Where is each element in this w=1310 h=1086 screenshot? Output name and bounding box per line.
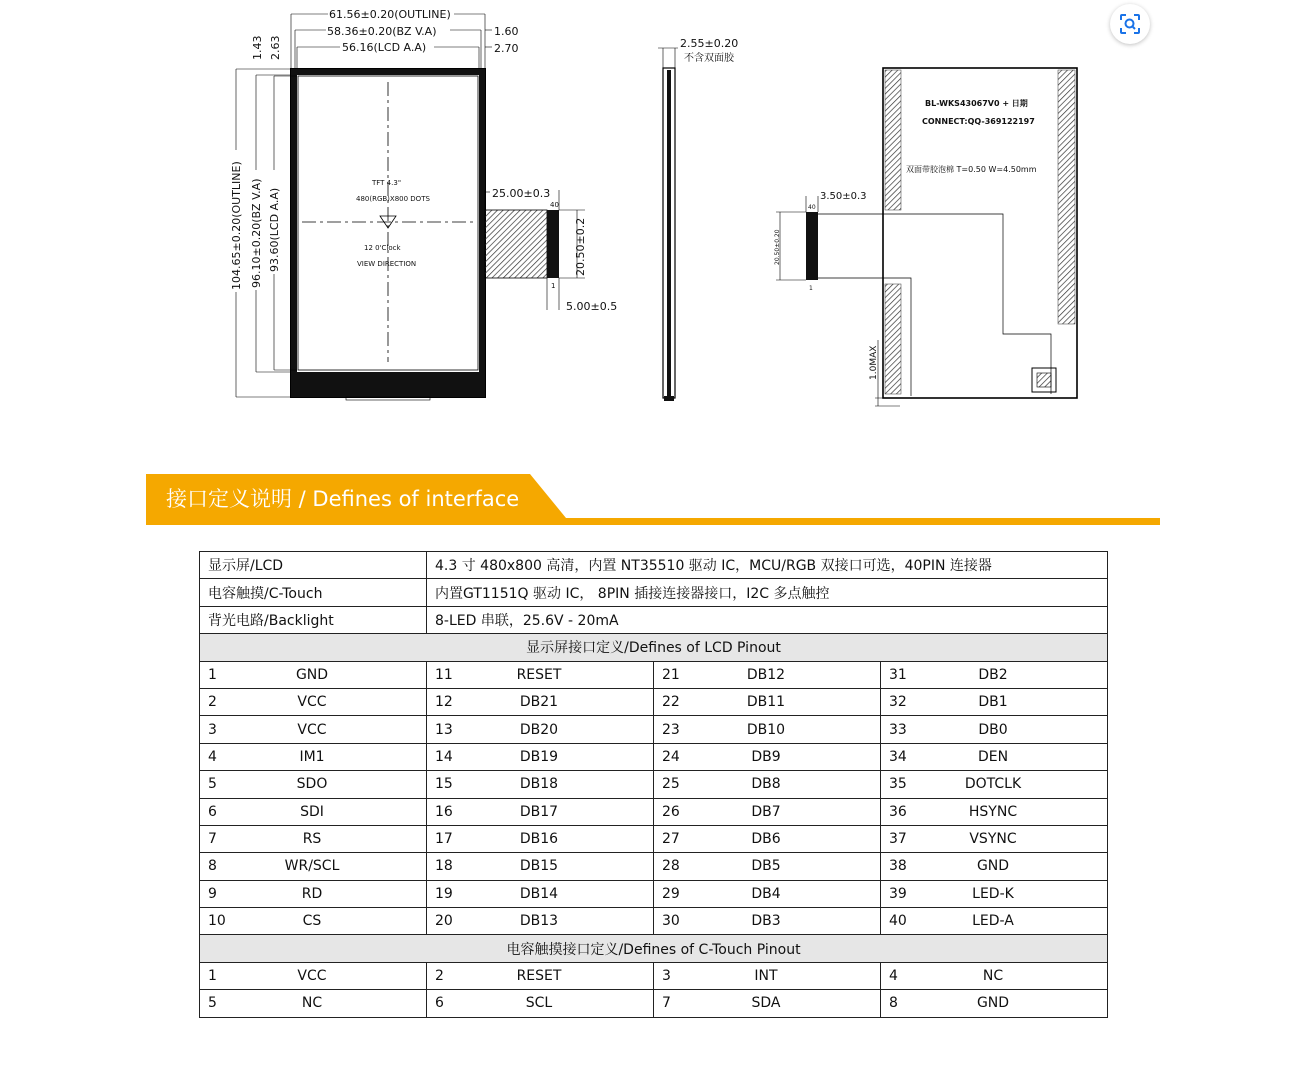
pin-number: 27 <box>662 831 680 848</box>
pin-signal: DB18 <box>519 776 559 793</box>
pin-signal: DB7 <box>751 803 781 820</box>
pin-number: 23 <box>662 721 680 738</box>
front-dim-r1: 1.60 <box>494 25 519 38</box>
pin-number: 33 <box>889 721 907 738</box>
back-label-1: BL-WKS43067V0 + 日期 <box>925 99 1028 108</box>
pin-cell <box>881 853 1108 880</box>
pin-signal: DOTCLK <box>964 776 1022 793</box>
pin-signal: DB15 <box>519 858 559 875</box>
lcd-section-header <box>200 634 1108 661</box>
pin-number: 19 <box>435 885 453 902</box>
pin-row <box>200 771 1108 798</box>
pin-number: 35 <box>889 776 907 793</box>
pin-signal: SCL <box>525 995 553 1012</box>
pin-cell <box>654 716 881 743</box>
pin-signal: HSYNC <box>968 803 1018 820</box>
pin-cell <box>200 908 427 935</box>
pin-cell <box>881 771 1108 798</box>
center-label-3: 12 0'Clock <box>364 244 401 252</box>
pin-row <box>200 853 1108 880</box>
pin-signal: DB5 <box>751 858 781 875</box>
pin-row <box>200 798 1108 825</box>
back-label-2: CONNECT:QQ-369122197 <box>922 117 1035 126</box>
touch-pinout <box>200 962 1108 1017</box>
pin-number: 6 <box>208 803 217 820</box>
pin-signal: WR/SCL <box>284 858 340 875</box>
pin-cell <box>200 688 427 715</box>
pin-cell <box>427 908 654 935</box>
pin-number: 2 <box>435 968 444 985</box>
lcd-section-title: 显示屏接口定义/Defines of LCD Pinout <box>200 634 1108 661</box>
pin-cell <box>654 661 881 688</box>
pin-cell <box>427 990 654 1017</box>
pin-number: 12 <box>435 694 453 711</box>
pin-cell <box>881 962 1108 989</box>
pin-number: 10 <box>208 913 226 930</box>
pin-signal: GND <box>976 995 1010 1012</box>
pin-signal: LED-A <box>972 913 1014 930</box>
pin-number: 32 <box>889 694 907 711</box>
pin-signal: SDI <box>300 803 324 820</box>
pin-row <box>200 716 1108 743</box>
pin-number: 7 <box>208 831 217 848</box>
pin-number: 13 <box>435 721 453 738</box>
pin-signal: SDA <box>751 995 781 1012</box>
back-tape-label: 双面带胶泡棉 T=0.50 W=4.50mm <box>906 165 1037 174</box>
pin-number: 28 <box>662 858 680 875</box>
pin-cell <box>427 798 654 825</box>
pin-cell <box>881 716 1108 743</box>
pin-signal: DB8 <box>751 776 781 793</box>
spec-row-backlight <box>200 606 1108 633</box>
pin-number: 1 <box>208 666 217 683</box>
pin-number: 37 <box>889 831 907 848</box>
pin-cell <box>654 743 881 770</box>
pin-cell <box>654 853 881 880</box>
pin-signal: VCC <box>297 694 327 711</box>
pin-number: 5 <box>208 776 217 793</box>
pin-signal: DB13 <box>519 913 559 930</box>
pin-signal: DB20 <box>519 721 559 738</box>
pin-number: 18 <box>435 858 453 875</box>
mechanical-drawing <box>0 0 1310 440</box>
pin-number: 36 <box>889 803 907 820</box>
pin-number: 16 <box>435 803 453 820</box>
front-dim-bz-w: 58.36±0.20(BZ V.A) <box>327 25 437 38</box>
center-label-4: VIEW DIRECTION <box>357 260 417 268</box>
pin-number: 21 <box>662 666 680 683</box>
pin-signal: DB12 <box>746 666 786 683</box>
pin-cell <box>881 908 1108 935</box>
pin-cell <box>654 908 881 935</box>
pin-cell <box>654 962 881 989</box>
pin-cell <box>427 716 654 743</box>
front-dim-t2: 2.63 <box>269 35 282 60</box>
pin-cell <box>427 743 654 770</box>
pin-cell <box>654 798 881 825</box>
pin-signal: RESET <box>516 666 562 683</box>
pin-signal: VCC <box>297 721 327 738</box>
pin-number: 17 <box>435 831 453 848</box>
fpc-tail-dim: 5.00±0.5 <box>566 300 618 313</box>
side-note: 不含双面胶 <box>684 53 734 64</box>
pin-cell <box>881 880 1108 907</box>
pin-row <box>200 990 1108 1017</box>
pin-number: 2 <box>208 694 217 711</box>
pin-number: 30 <box>662 913 680 930</box>
pin-signal: DB21 <box>519 694 559 711</box>
pin-number: 8 <box>889 995 898 1012</box>
pin-number: 20 <box>435 913 453 930</box>
pin-cell <box>881 798 1108 825</box>
spec-row-lcd <box>200 552 1108 579</box>
pin-cell <box>654 880 881 907</box>
pin-row <box>200 661 1108 688</box>
pin-row <box>200 825 1108 852</box>
pin-signal: DB6 <box>751 831 781 848</box>
back-fpc-width: 20.50±0.20 <box>774 229 781 265</box>
pin-number: 38 <box>889 858 907 875</box>
pin-signal: DB17 <box>519 803 559 820</box>
pin-cell <box>427 825 654 852</box>
fpc-pin-a: 40 <box>550 201 559 209</box>
back-fpc-pin-b: 1 <box>809 285 813 292</box>
pin-cell <box>427 880 654 907</box>
pin-signal: DB14 <box>519 885 559 902</box>
pin-number: 1 <box>208 968 217 985</box>
pin-cell <box>200 853 427 880</box>
pin-signal: DB16 <box>519 831 559 848</box>
pin-row <box>200 880 1108 907</box>
pin-number: 7 <box>662 995 671 1012</box>
spec-label: 显示屏/LCD <box>200 552 427 579</box>
pin-signal: INT <box>754 968 778 985</box>
visual-search-icon <box>1119 13 1141 35</box>
pin-signal: GND <box>295 666 329 683</box>
pin-cell <box>427 688 654 715</box>
pin-number: 3 <box>208 721 217 738</box>
pin-cell <box>427 661 654 688</box>
pin-signal: NC <box>982 968 1004 985</box>
pin-number: 39 <box>889 885 907 902</box>
lcd-pinout <box>200 661 1108 935</box>
lens-search-button[interactable] <box>1110 4 1150 44</box>
pin-cell <box>200 661 427 688</box>
pin-number: 31 <box>889 666 907 683</box>
pin-signal: DB19 <box>519 748 559 765</box>
pin-row <box>200 962 1108 989</box>
pin-signal: GND <box>976 858 1010 875</box>
fpc-width-dim: 20.50±0.2 <box>574 217 587 276</box>
banner-title: 接口定义说明 / Defines of interface <box>166 487 520 511</box>
pin-signal: VSYNC <box>969 831 1017 848</box>
pin-signal: IM1 <box>299 748 325 765</box>
pin-cell <box>654 990 881 1017</box>
front-dim-aa-h: 93.60(LCD A.A) <box>268 187 281 272</box>
pin-cell <box>881 743 1108 770</box>
pin-cell <box>200 962 427 989</box>
pin-cell <box>881 661 1108 688</box>
pin-cell <box>200 771 427 798</box>
spec-value: 8-LED 串联，25.6V - 20mA <box>427 606 1108 633</box>
pin-number: 22 <box>662 694 680 711</box>
pin-cell <box>654 825 881 852</box>
pin-cell <box>427 771 654 798</box>
pin-signal: SDO <box>296 776 328 793</box>
pin-row <box>200 688 1108 715</box>
touch-section-title: 电容触摸接口定义/Defines of C-Touch Pinout <box>200 935 1108 962</box>
back-max: 1.0MAX <box>869 345 879 380</box>
pin-number: 11 <box>435 666 453 683</box>
back-fpc-length: 3.50±0.3 <box>820 191 867 202</box>
pin-cell <box>200 716 427 743</box>
pin-signal: DB4 <box>751 885 781 902</box>
center-label-2: 480(RGB)X800 DOTS <box>356 195 430 203</box>
touch-section-header <box>200 935 1108 962</box>
pin-cell <box>881 688 1108 715</box>
pin-cell <box>881 990 1108 1017</box>
pin-cell <box>654 688 881 715</box>
pin-number: 8 <box>208 858 217 875</box>
pin-signal: RS <box>302 831 322 848</box>
pin-signal: DEN <box>977 748 1009 765</box>
pin-cell <box>200 743 427 770</box>
pin-cell <box>427 853 654 880</box>
pin-number: 25 <box>662 776 680 793</box>
pin-signal: DB11 <box>746 694 786 711</box>
pin-signal: DB9 <box>751 748 781 765</box>
pin-signal: DB2 <box>978 666 1008 683</box>
fpc-pin-b: 1 <box>551 282 556 290</box>
pin-signal: NC <box>301 995 323 1012</box>
pin-cell <box>200 798 427 825</box>
back-fpc-pin-a: 40 <box>808 204 816 211</box>
pin-signal: DB0 <box>978 721 1008 738</box>
pin-cell <box>881 825 1108 852</box>
front-dim-t1: 1.43 <box>251 35 264 60</box>
pin-number: 14 <box>435 748 453 765</box>
front-view <box>236 14 585 400</box>
pin-signal: DB1 <box>978 694 1008 711</box>
pin-number: 9 <box>208 885 217 902</box>
pin-number: 34 <box>889 748 907 765</box>
spec-value: 4.3 寸 480x800 高清，内置 NT35510 驱动 IC，MCU/RGB 双接口可选，40PIN 连接器 <box>427 552 1108 579</box>
front-dim-bz-h: 96.10±0.20(BZ V.A) <box>250 178 263 288</box>
front-dim-outline-w: 61.56±0.20(OUTLINE) <box>329 8 451 21</box>
pin-signal: VCC <box>297 968 327 985</box>
pin-signal: DB3 <box>751 913 781 930</box>
pin-number: 3 <box>662 968 671 985</box>
interface-table <box>199 551 1108 1018</box>
pin-number: 4 <box>208 748 217 765</box>
side-thickness: 2.55±0.20 <box>680 37 739 50</box>
pin-signal: RESET <box>516 968 562 985</box>
front-dim-aa-w: 56.16(LCD A.A) <box>342 41 427 54</box>
pin-signal: CS <box>302 913 322 930</box>
spec-value: 内置GT1151Q 驱动 IC， 8PIN 插接连接器接口，I2C 多点触控 <box>427 579 1108 606</box>
front-dim-r2: 2.70 <box>494 42 519 55</box>
pin-number: 29 <box>662 885 680 902</box>
pin-signal: LED-K <box>972 885 1014 902</box>
pin-row <box>200 908 1108 935</box>
fpc-length-dim: 25.00±0.3 <box>492 187 551 200</box>
pin-cell <box>427 962 654 989</box>
drawing-svg <box>0 0 1310 440</box>
pin-number: 24 <box>662 748 680 765</box>
pin-cell <box>200 825 427 852</box>
pin-cell <box>654 771 881 798</box>
pin-number: 26 <box>662 803 680 820</box>
center-label-1: TFT 4.3" <box>372 179 402 187</box>
pin-signal: RD <box>301 885 323 902</box>
side-view <box>658 48 678 401</box>
pin-number: 6 <box>435 995 444 1012</box>
pin-number: 40 <box>889 913 907 930</box>
pin-signal: DB10 <box>746 721 786 738</box>
spec-label: 电容触摸/C-Touch <box>200 579 427 606</box>
front-dim-outline-h: 104.65±0.20(OUTLINE) <box>230 161 243 290</box>
spec-label: 背光电路/Backlight <box>200 606 427 633</box>
pin-number: 5 <box>208 995 217 1012</box>
pin-cell <box>200 880 427 907</box>
section-banner <box>146 474 1160 526</box>
pin-row <box>200 743 1108 770</box>
spec-row-touch <box>200 579 1108 606</box>
pin-number: 15 <box>435 776 453 793</box>
pin-number: 4 <box>889 968 898 985</box>
pin-cell <box>200 990 427 1017</box>
